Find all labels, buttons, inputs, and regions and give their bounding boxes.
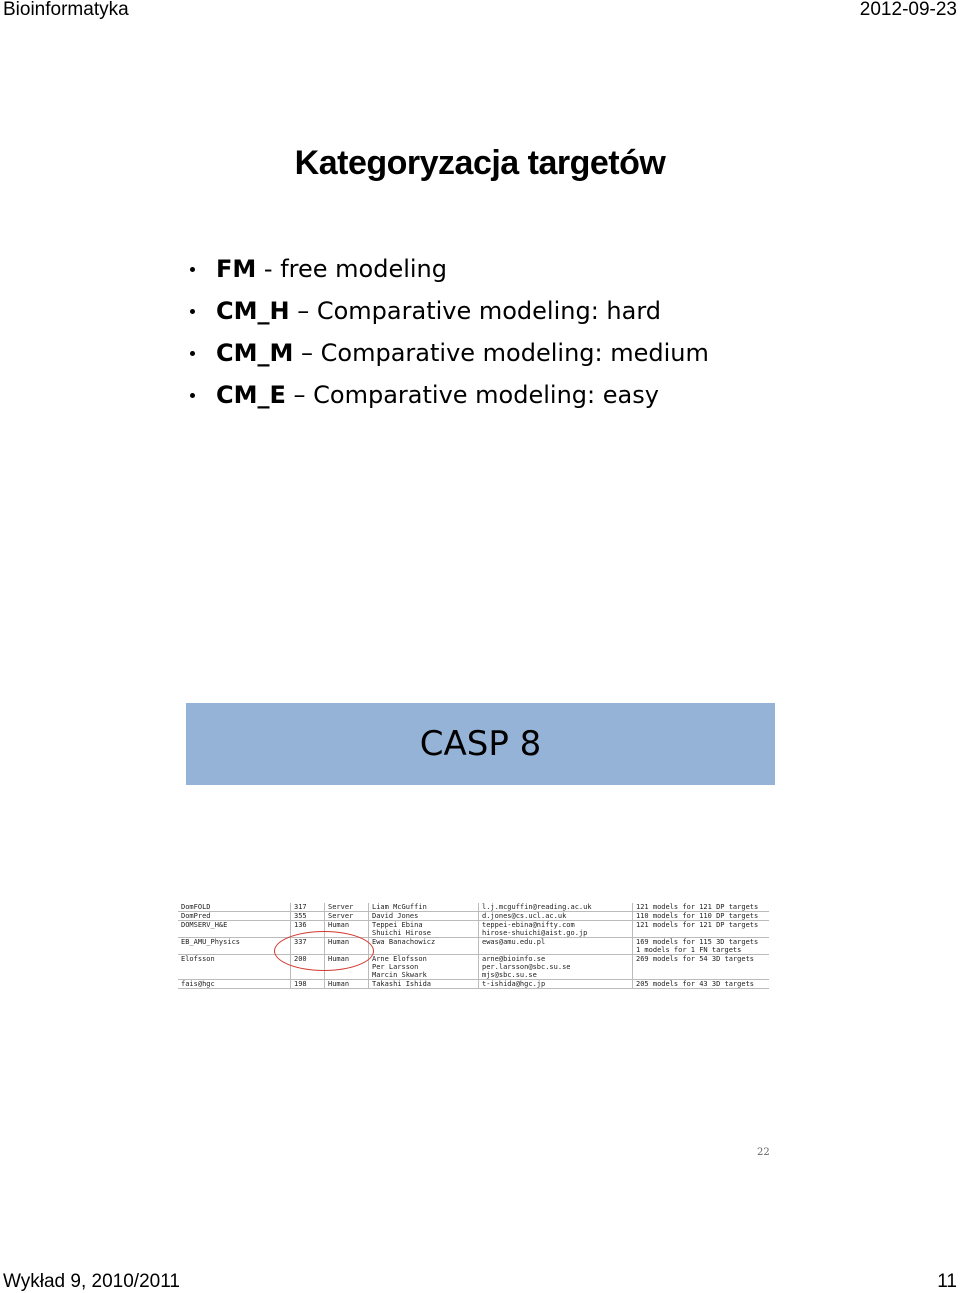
table-cell-id: 355 xyxy=(291,912,325,921)
bullet-item xyxy=(190,376,709,418)
table-cell-line: per.larsson@sbc.su.se xyxy=(482,963,571,971)
table-cell-models xyxy=(633,955,770,980)
table-cell-line: Ewa Banachowicz xyxy=(372,938,436,946)
table-cell-line: Teppei Ebina xyxy=(372,921,423,929)
bullet-item xyxy=(190,334,709,376)
header-date: 2012-09-23 xyxy=(859,0,957,20)
table-row xyxy=(178,912,769,921)
table-row xyxy=(178,921,769,938)
table-cell-emails xyxy=(479,938,633,955)
header-course: Bioinformatyka xyxy=(3,0,129,20)
table-cell-group: DOMSERV_H&E xyxy=(178,921,291,938)
table-cell-line: 269 models for 54 3D targets xyxy=(636,955,755,963)
bullet-term: CM_M xyxy=(216,339,294,367)
slide-title: Kategoryzacja targetów xyxy=(294,144,666,182)
table-cell-members xyxy=(369,903,479,912)
bullet-text: Comparative modeling: hard xyxy=(316,297,662,325)
table-cell-line: hirose-shuichi@aist.go.jp xyxy=(482,929,588,937)
bullet-separator: – xyxy=(289,297,317,325)
table-cell-line: d.jones@cs.ucl.ac.uk xyxy=(482,912,567,920)
table-cell-type: Human xyxy=(325,955,369,980)
footer-page: 11 xyxy=(937,1271,957,1292)
table-cell-line: 110 models for 110 DP targets xyxy=(636,912,759,920)
table-cell-line: arne@bioinfo.se xyxy=(482,955,546,963)
table-cell-members xyxy=(369,912,479,921)
table-cell-line: l.j.mcguffin@reading.ac.uk xyxy=(482,903,592,911)
table-row xyxy=(178,938,769,955)
table-cell-line: 1 models for 1 FN targets xyxy=(636,946,742,954)
table-cell-group: EB_AMU_Physics xyxy=(178,938,291,955)
bullet-term: CM_E xyxy=(216,381,286,409)
table-cell-models xyxy=(633,912,770,921)
table-cell-type: Server xyxy=(325,903,369,912)
table-cell-line: 121 models for 121 DP targets xyxy=(636,921,759,929)
table-cell-models xyxy=(633,938,770,955)
table-cell-emails xyxy=(479,955,633,980)
table-cell-line: Liam McGuffin xyxy=(372,903,427,911)
bullet-item xyxy=(190,250,709,292)
table-cell-members xyxy=(369,938,479,955)
table-cell-type: Server xyxy=(325,912,369,921)
casp-groups-table xyxy=(178,903,769,989)
table-cell-models xyxy=(633,903,770,912)
table-cell-group: DomFOLD xyxy=(178,903,291,912)
table-cell-emails xyxy=(479,921,633,938)
table-cell-members xyxy=(369,955,479,980)
table-cell-emails xyxy=(479,903,633,912)
casp-banner xyxy=(186,703,775,785)
table-cell-line: t-ishida@hgc.jp xyxy=(482,980,546,988)
table-cell-group: fais@hgc xyxy=(178,980,291,989)
table-cell-line: 121 models for 121 DP targets xyxy=(636,903,759,911)
table-cell-models xyxy=(633,980,770,989)
table-cell-members xyxy=(369,921,479,938)
table-cell-type: Human xyxy=(325,921,369,938)
table-cell-members xyxy=(369,980,479,989)
bullet-separator: – xyxy=(293,339,321,367)
table-cell-type: Human xyxy=(325,980,369,989)
table-cell-line: 169 models for 115 3D targets xyxy=(636,938,759,946)
table-cell-emails xyxy=(479,980,633,989)
table-row xyxy=(178,903,769,912)
table-cell-line: ewas@amu.edu.pl xyxy=(482,938,546,946)
footer-lecture: Wykład 9, 2010/2011 xyxy=(3,1271,180,1292)
table-cell-line: Shuichi Hirose xyxy=(372,929,432,937)
table-cell-emails xyxy=(479,912,633,921)
bullet-separator: – xyxy=(285,381,314,409)
table-cell-id: 337 xyxy=(291,938,325,955)
table-cell-id: 317 xyxy=(291,903,325,912)
table-cell-id: 136 xyxy=(291,921,325,938)
casp-groups-table-image xyxy=(178,903,772,991)
table-cell-group: DomPred xyxy=(178,912,291,921)
table-cell-id: 198 xyxy=(291,980,325,989)
table-cell-id: 200 xyxy=(291,955,325,980)
table-cell-line: mjs@sbc.su.se xyxy=(482,971,537,979)
slide-number: 22 xyxy=(757,1147,770,1158)
bullet-item xyxy=(190,292,709,334)
table-cell-line: 205 models for 43 3D targets xyxy=(636,980,755,988)
table-cell-line: David Jones xyxy=(372,912,419,920)
table-cell-line: teppei-ebina@nifty.com xyxy=(482,921,575,929)
bullet-text: Comparative modeling: easy xyxy=(313,381,659,409)
bullet-separator: - xyxy=(256,255,281,283)
table-cell-line: Marcin Skwark xyxy=(372,971,427,979)
table-row xyxy=(178,955,769,980)
table-row xyxy=(178,980,769,989)
table-cell-group: Elofsson xyxy=(178,955,291,980)
bullet-list xyxy=(190,250,709,418)
bullet-text: Comparative modeling: medium xyxy=(320,339,709,367)
table-cell-line: Per Larsson xyxy=(372,963,419,971)
table-cell-line: Takashi Ishida xyxy=(372,980,432,988)
table-cell-line: Arne Elofsson xyxy=(372,955,427,963)
bullet-term: FM xyxy=(216,255,257,283)
table-cell-type: Human xyxy=(325,938,369,955)
bullet-term: CM_H xyxy=(216,297,290,325)
bullet-text: free modeling xyxy=(280,255,447,283)
casp-banner-label: CASP 8 xyxy=(419,724,542,764)
table-cell-models xyxy=(633,921,770,938)
